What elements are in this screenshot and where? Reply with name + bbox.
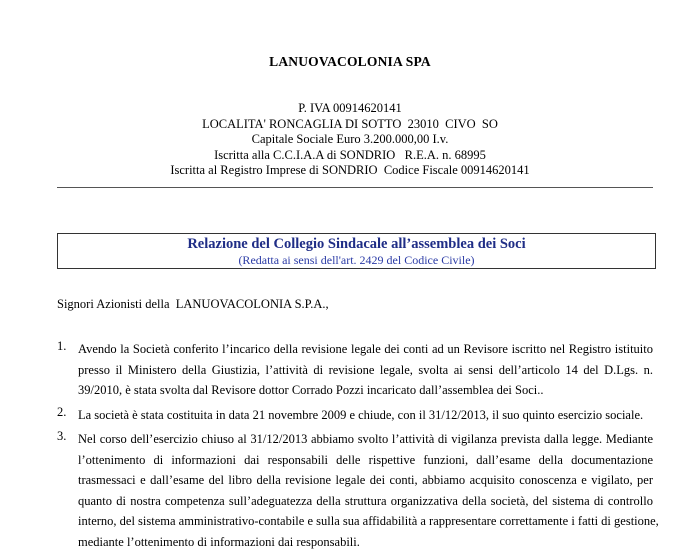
list-item-number: 3.	[57, 429, 67, 443]
company-name: LANUOVACOLONIA SPA	[269, 54, 431, 69]
text-line: interno, del sistema amministrativo-contabile e sulla sua affidabilità a rappresentare correttamente i fatti di gestione,	[78, 514, 659, 528]
text-line: Nel corso dell’esercizio chiuso al 31/12/2013 abbiamo svolto l’attività di vigilanza prevista dalla legge. Mediante	[78, 432, 653, 446]
list-item-text	[78, 339, 653, 401]
report-subtitle: (Redatta ai sensi dell'art. 2429 del Codice Civile)	[238, 253, 475, 267]
header-divider	[57, 187, 653, 188]
company-info	[0, 101, 700, 179]
list-item-text	[78, 429, 659, 552]
cciaa-registration-line: Iscritta alla C.C.I.A.A di SONDRIO R.E.A. n. 68995	[214, 147, 486, 162]
report-title: Relazione del Collegio Sindacale all’assemblea dei Soci	[187, 236, 526, 252]
list-item-number: 2.	[57, 404, 67, 419]
text-line: La società è stata costituita in data 21 novembre 2009 e chiude, con il 31/12/2013, il suo quinto esercizio sociale.	[78, 407, 644, 422]
report-title-box	[57, 233, 656, 269]
text-line: presso il Ministero della Giustizia, l’attività di revisione legale, svolta ai sensi dell’articolo 14 del D.Lgs. n.	[78, 362, 653, 377]
list-item-text	[78, 405, 653, 426]
address-line: LOCALITA' RONCAGLIA DI SOTTO 23010 CIVO SO	[202, 116, 498, 131]
text-line: mediante l’ottenimento di informazioni dai responsabili.	[78, 534, 360, 549]
list-item	[57, 405, 653, 426]
text-line: trasmessaci e dall’esame del libro della revisione legale dei conti, abbiamo acquisito conoscenza e vigilato, per	[78, 473, 653, 487]
text-line: quanto di nostra competenza sull’adeguatezza della struttura organizzativa della società, del sistema di controllo	[78, 493, 653, 508]
text-line: l’ottenimento di informazioni dai responsabili delle rispettive funzioni, dall’esame della documentazione	[78, 452, 653, 467]
text-line: Avendo la Società conferito l’incarico della revisione legale dei conti ad un Revisore iscritto nel Registro istituito	[78, 342, 653, 356]
list-item	[57, 339, 653, 401]
business-register-line: Iscritta al Registro Imprese di SONDRIO Codice Fiscale 00914620141	[170, 163, 530, 177]
list-item-number: 1.	[57, 339, 67, 353]
list-item	[57, 429, 659, 552]
salutation: Signori Azionisti della LANUOVACOLONIA S.P.A.,	[57, 297, 329, 311]
share-capital-line: Capitale Sociale Euro 3.200.000,00 I.v.	[251, 132, 449, 146]
vat-number-line: P. IVA 00914620141	[298, 101, 402, 115]
text-line: 39/2010, è stata svolta dal Revisore dottor Corrado Pozzi incaricato dall’assemblea dei Soci..	[78, 383, 544, 397]
numbered-list	[57, 339, 659, 556]
